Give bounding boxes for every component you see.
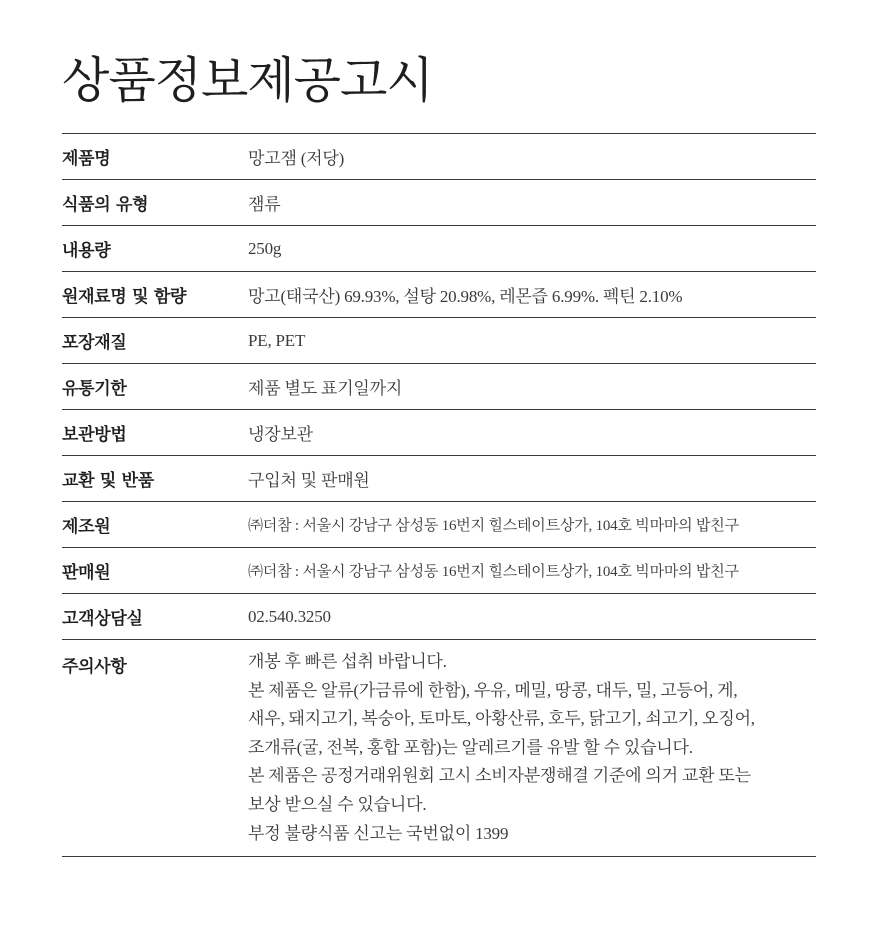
row-value-manufacturer: ㈜더참 : 서울시 강남구 삼성동 16번지 힐스테이트상가, 104호 빅마마의 밥친구 [248, 518, 739, 534]
page-title: 상품정보제공고시 [62, 52, 433, 109]
row-label-expiry: 유통기한 [62, 379, 127, 399]
row-value-seller: ㈜더참 : 서울시 강남구 삼성동 16번지 힐스테이트상가, 104호 빅마마의 밥친구 [248, 564, 739, 580]
notice-line: 본 제품은 공정거래위원회 고시 소비자분쟁해결 기준에 의거 교환 또는 [248, 766, 751, 786]
table-row-notice [62, 640, 816, 857]
row-value-food-type: 잼류 [248, 195, 281, 214]
notice-line: 부정 불량식품 신고는 국번없이 1399 [248, 823, 509, 843]
notice-line: 조개류(굴, 전복, 홍합 포함)는 알레르기를 유발 할 수 있습니다. [248, 737, 693, 757]
product-info-table [62, 133, 816, 857]
product-info-notice [62, 0, 816, 843]
notice-line: 보상 받으실 수 있습니다. [248, 794, 427, 814]
table-row [62, 548, 816, 594]
table-row [62, 502, 816, 548]
table-row [62, 456, 816, 502]
row-value-exchange: 구입처 및 판매원 [248, 471, 370, 490]
table-row [62, 410, 816, 456]
row-label-product-name: 제품명 [62, 149, 111, 169]
table-row [62, 364, 816, 410]
table-row [62, 318, 816, 364]
row-value-storage: 냉장보관 [248, 425, 313, 444]
row-label-ingredients: 원재료명 및 함량 [62, 287, 187, 307]
row-label-seller: 판매원 [62, 563, 111, 583]
row-label-customer-service: 고객상담실 [62, 609, 143, 629]
table-row [62, 272, 816, 318]
row-label-storage: 보관방법 [62, 425, 127, 445]
notice-line: 본 제품은 알류(가금류에 한함), 우유, 메밀, 땅콩, 대두, 밀, 고등어, 게, [248, 680, 738, 700]
row-label-packaging: 포장재질 [62, 333, 127, 353]
notice-text [248, 648, 816, 848]
row-label-net-content: 내용량 [62, 241, 111, 261]
row-label-exchange: 교환 및 반품 [62, 471, 154, 491]
table-row [62, 594, 816, 640]
row-value-customer-service: 02.540.3250 [248, 606, 331, 626]
row-value-ingredients: 망고(태국산) 69.93%, 설탕 20.98%, 레몬즙 6.99%. 펙틴 2.10% [248, 287, 683, 306]
row-value-packaging: PE, PET [248, 330, 306, 350]
table-row [62, 180, 816, 226]
table-row [62, 134, 816, 180]
notice-line: 개봉 후 빠른 섭취 바랍니다. [248, 652, 447, 671]
row-label-food-type: 식품의 유형 [62, 195, 149, 215]
row-label-notice: 주의사항 [62, 657, 127, 677]
table-row [62, 226, 816, 272]
row-value-product-name: 망고잼 (저당) [248, 149, 345, 168]
row-value-net-content: 250g [248, 238, 282, 258]
notice-line: 새우, 돼지고기, 복숭아, 토마토, 아황산류, 호두, 닭고기, 쇠고기, 오징어, [248, 709, 755, 729]
row-value-expiry: 제품 별도 표기일까지 [248, 379, 403, 398]
row-label-manufacturer: 제조원 [62, 517, 111, 537]
